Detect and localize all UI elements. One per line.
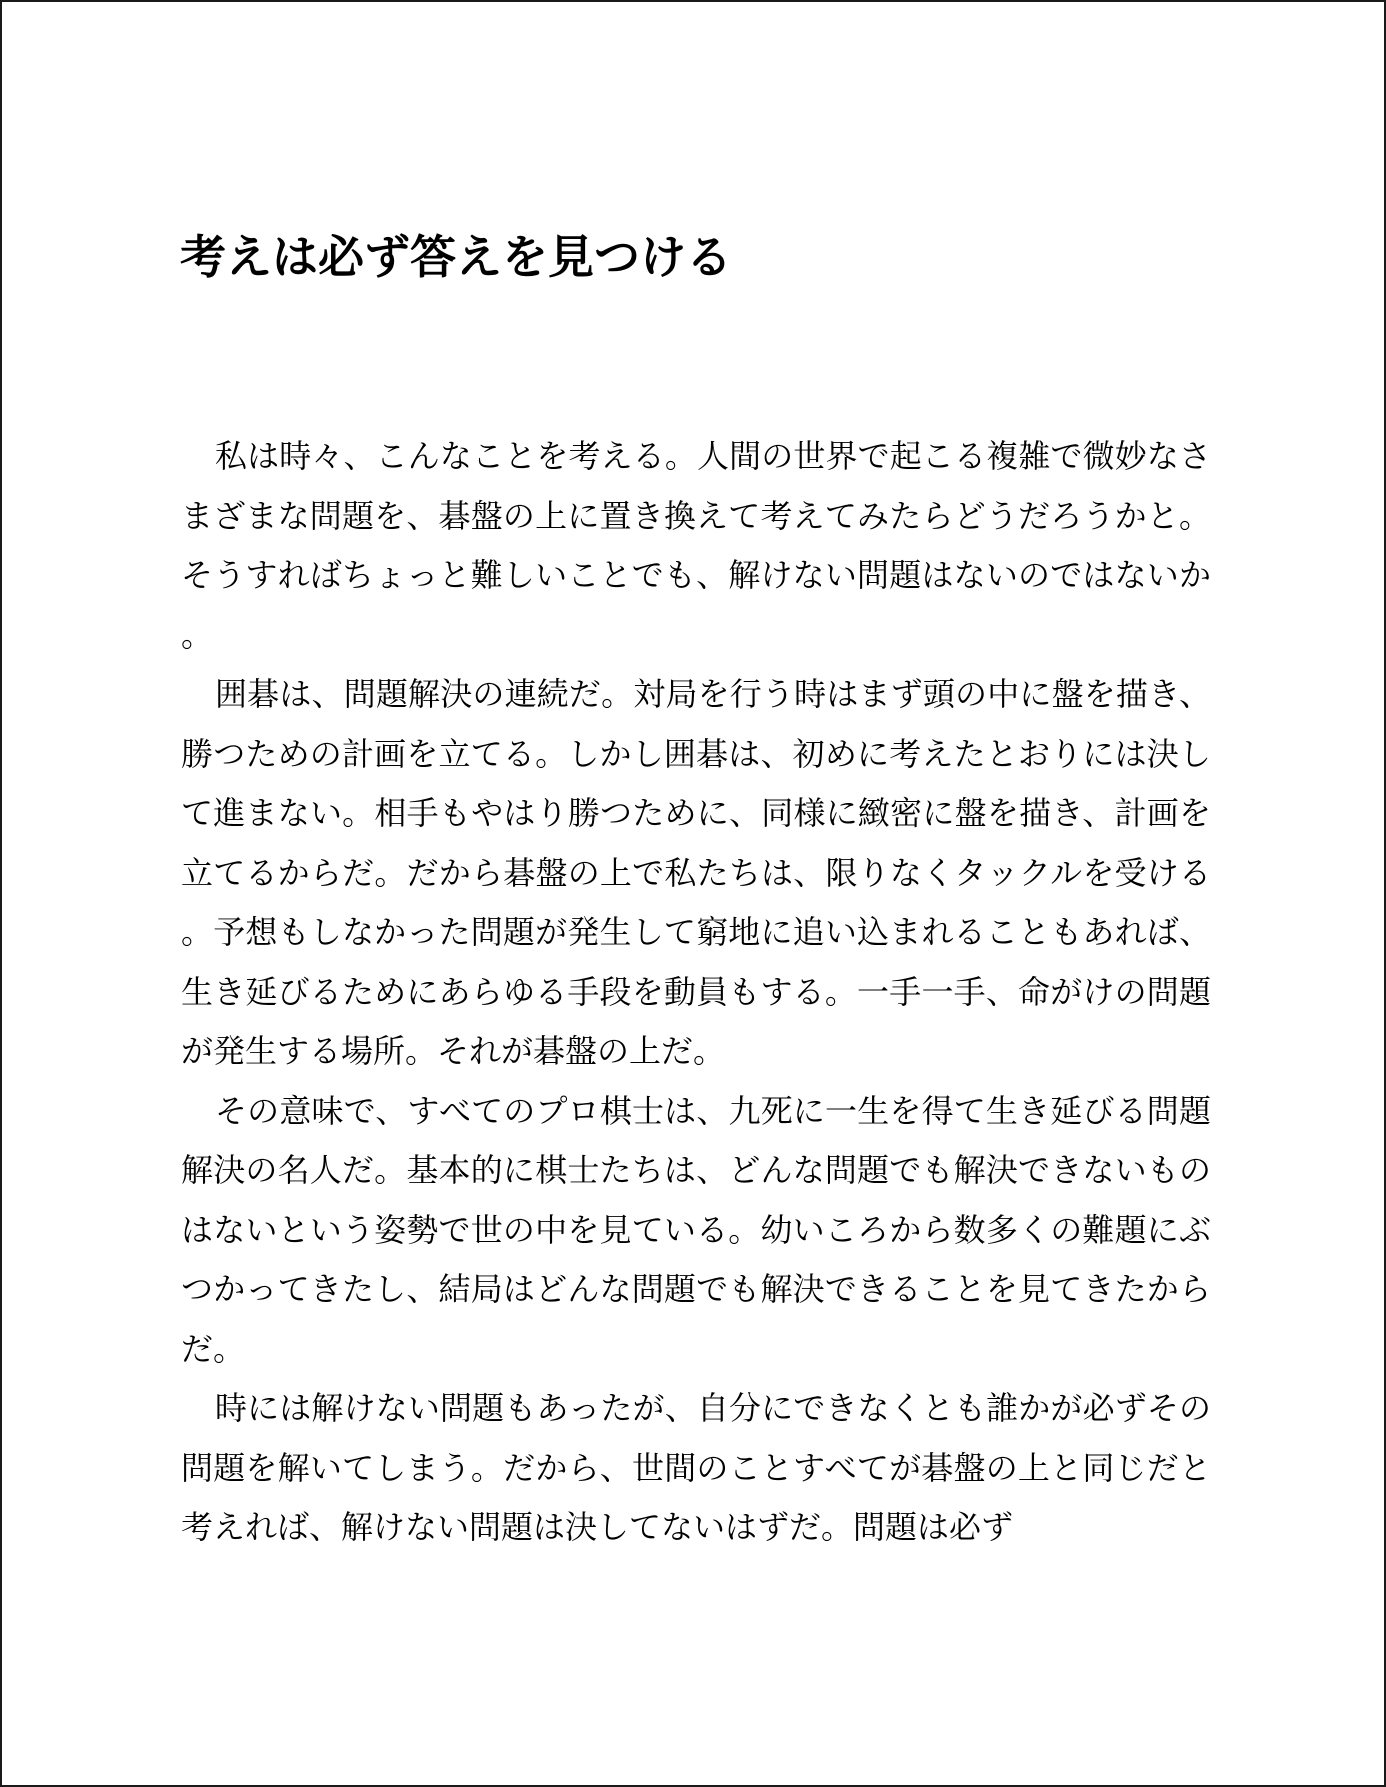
paragraph: その意味で、すべてのプロ棋士は、九死に一生を得て生き延びる問題解決の名人だ。基本的に棋士たちは、どんな問題でも解決できないものはないという姿勢で世の中を見ている。幼いころから数多くの難題にぶつかってきたし、結局はどんな問題でも解決できることを見てきたからだ。 (181, 1091, 1211, 1368)
paragraph: 時には解けない問題もあったが、自分にできなくとも誰かが必ずその問題を解いてしまう。だから、世間のことすべてが碁盤の上と同じだと考えれば、解けない問題は決してないはずだ。問題は必ず (181, 1389, 1211, 1546)
page-title: 考えは必ず答えを見つける (180, 230, 732, 284)
paragraph: 囲碁は、問題解決の連続だ。対局を行う時はまず頭の中に盤を描き、勝つための計画を立てる。しかし囲碁は、初めに考えたとおりには決して進まない。相手もやはり勝つために、同様に緻密に盤を描き、計画を立てるからだ。だから碁盤の上で私たちは、限りなくタックルを受ける。予想もしなかった問題が発生して窮地に追い込まれることもあれば、生き延びるためにあらゆる手段を動員もする。一手一手、命がけの問題が発生する場所。それが碁盤の上だ。 (181, 675, 1211, 1070)
body-text (181, 427, 1211, 1558)
paragraph: 私は時々、こんなことを考える。人間の世界で起こる複雑で微妙なさまざまな問題を、碁盤の上に置き換えて考えてみたらどうだろうかと。そうすればちょっと難しいことでも、解けない問題はないのではないか。 (181, 437, 1211, 654)
